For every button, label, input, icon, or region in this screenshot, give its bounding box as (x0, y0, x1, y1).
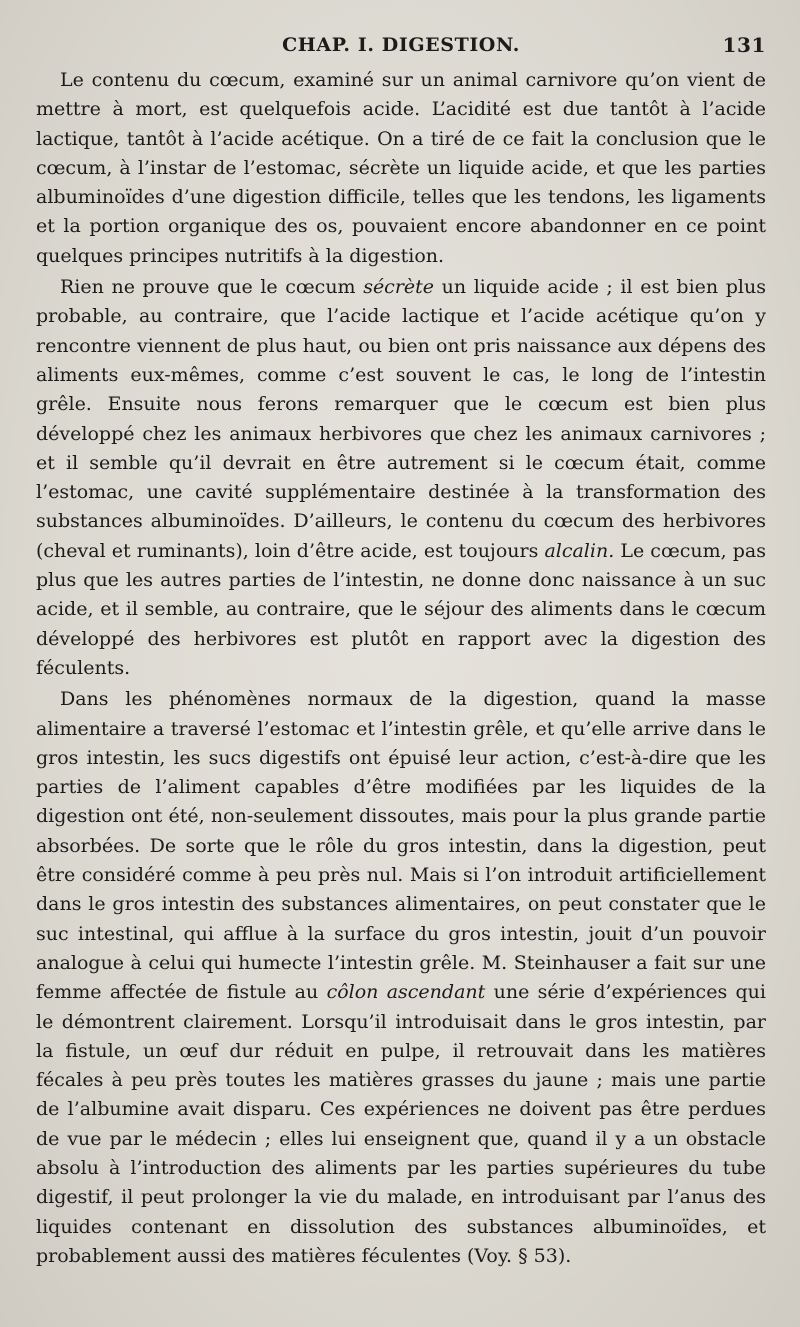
italic-secrete: sécrète (363, 276, 435, 299)
paragraph-2-text-a: Rien ne prouve que le cœcum (60, 276, 364, 299)
italic-alcalin: alcalin. (544, 539, 615, 562)
chapter-title: CHAP. I. DIGESTION. (282, 34, 520, 56)
paragraph-2-text-b: un liquide acide ; il est bien plus probable, au contraire, que l’acide lactique et l’acide acétique qu’on y rencontre viennent de plus haut, ou bien ont pris naissance aux dépens des aliments eux-mêmes, comme c’est souvent le cas, le long de l’intestin grêle. Ensuite nous ferons remarquer que le cœcum est bien plus développé chez les animaux herbivores que chez les animaux carnivores ; et il semble qu’il devrait en être autrement si le cœcum était, comme l’estomac, une cavité supplémentaire destinée à la transformation des substances albuminoïdes. D’ailleurs, le contenu du cœcum des herbivores (cheval et ruminants), loin d’être acide, est toujours (36, 276, 766, 562)
italic-colon-ascendant: côlon ascendant (326, 981, 486, 1004)
paragraph-1 (36, 66, 766, 271)
paragraph-2-text-c: Le cœcum, pas plus que les autres parties de l’intestin, ne donne donc naissance à un suc acide, et il semble, au contraire, que le séjour des aliments dans le cœcum développé des herbivores est plutôt en rapport avec la digestion des féculents. (36, 539, 766, 679)
paragraph-3-text-a: Dans les phénomènes normaux de la digestion, quand la masse alimentaire a traversé l’estomac et l’intestin grêle, et qu’elle arrive dans le gros intestin, les sucs digestifs ont épuisé leur action, c’est-à-dire que les parties de l’aliment capables d’être modifiées par les liquides de la digestion ont été, non-seulement dissoutes, mais pour la plus grande partie absorbées. De sorte que le rôle du gros intestin, dans la digestion, peut être considéré comme à peu près nul. Mais si l’on introduit artificiellement dans le gros intestin des substances alimentaires, on peut constater que le suc intestinal, qui afflue à la surface du gros intestin, jouit d’un pouvoir analogue à celui qui humecte l’intestin grêle. M. Steinhauser a fait sur une femme affectée de fistule au (36, 688, 766, 1004)
paragraph-1-text: Le contenu du cœcum, examiné sur un animal carnivore qu’on vient de mettre à mort, est quelquefois acide. L’acidité est due tantôt à l’acide lactique, tantôt à l’acide acétique. On a tiré de ce fait la conclusion que le cœcum, à l’instar de l’estomac, sécrète un liquide acide, et que les parties albuminoïdes d’une digestion difficile, telles que les tendons, les ligaments et la portion organique des os, pouvaient encore abandonner en ce point quelques principes nutritifs à la digestion. (36, 69, 766, 267)
paragraph-3-text-b: une série d’expériences qui le démontrent clairement. Lorsqu’il introduisait dans le gros intestin, par la fistule, un œuf dur réduit en pulpe, il retrouvait dans les matières fécales à peu près toutes les matières grasses du jaune ; mais une partie de l’albumine avait disparu. Ces expériences ne doivent pas être perdues de vue par le médecin ; elles lui enseignent que, quand il y a un obstacle absolu à l’introduction des aliments par les parties supérieures du tube digestif, il peut prolonger la vie du malade, en introduisant par l’anus des liquides contenant en dissolution des substances albuminoïdes, et probablement aussi des matières féculentes (Voy. § 53). (36, 981, 766, 1267)
paragraph-3 (36, 685, 766, 1271)
page-number: 131 (722, 33, 766, 57)
paragraph-2 (36, 273, 766, 683)
running-head (36, 28, 766, 62)
body-text (36, 66, 766, 1271)
